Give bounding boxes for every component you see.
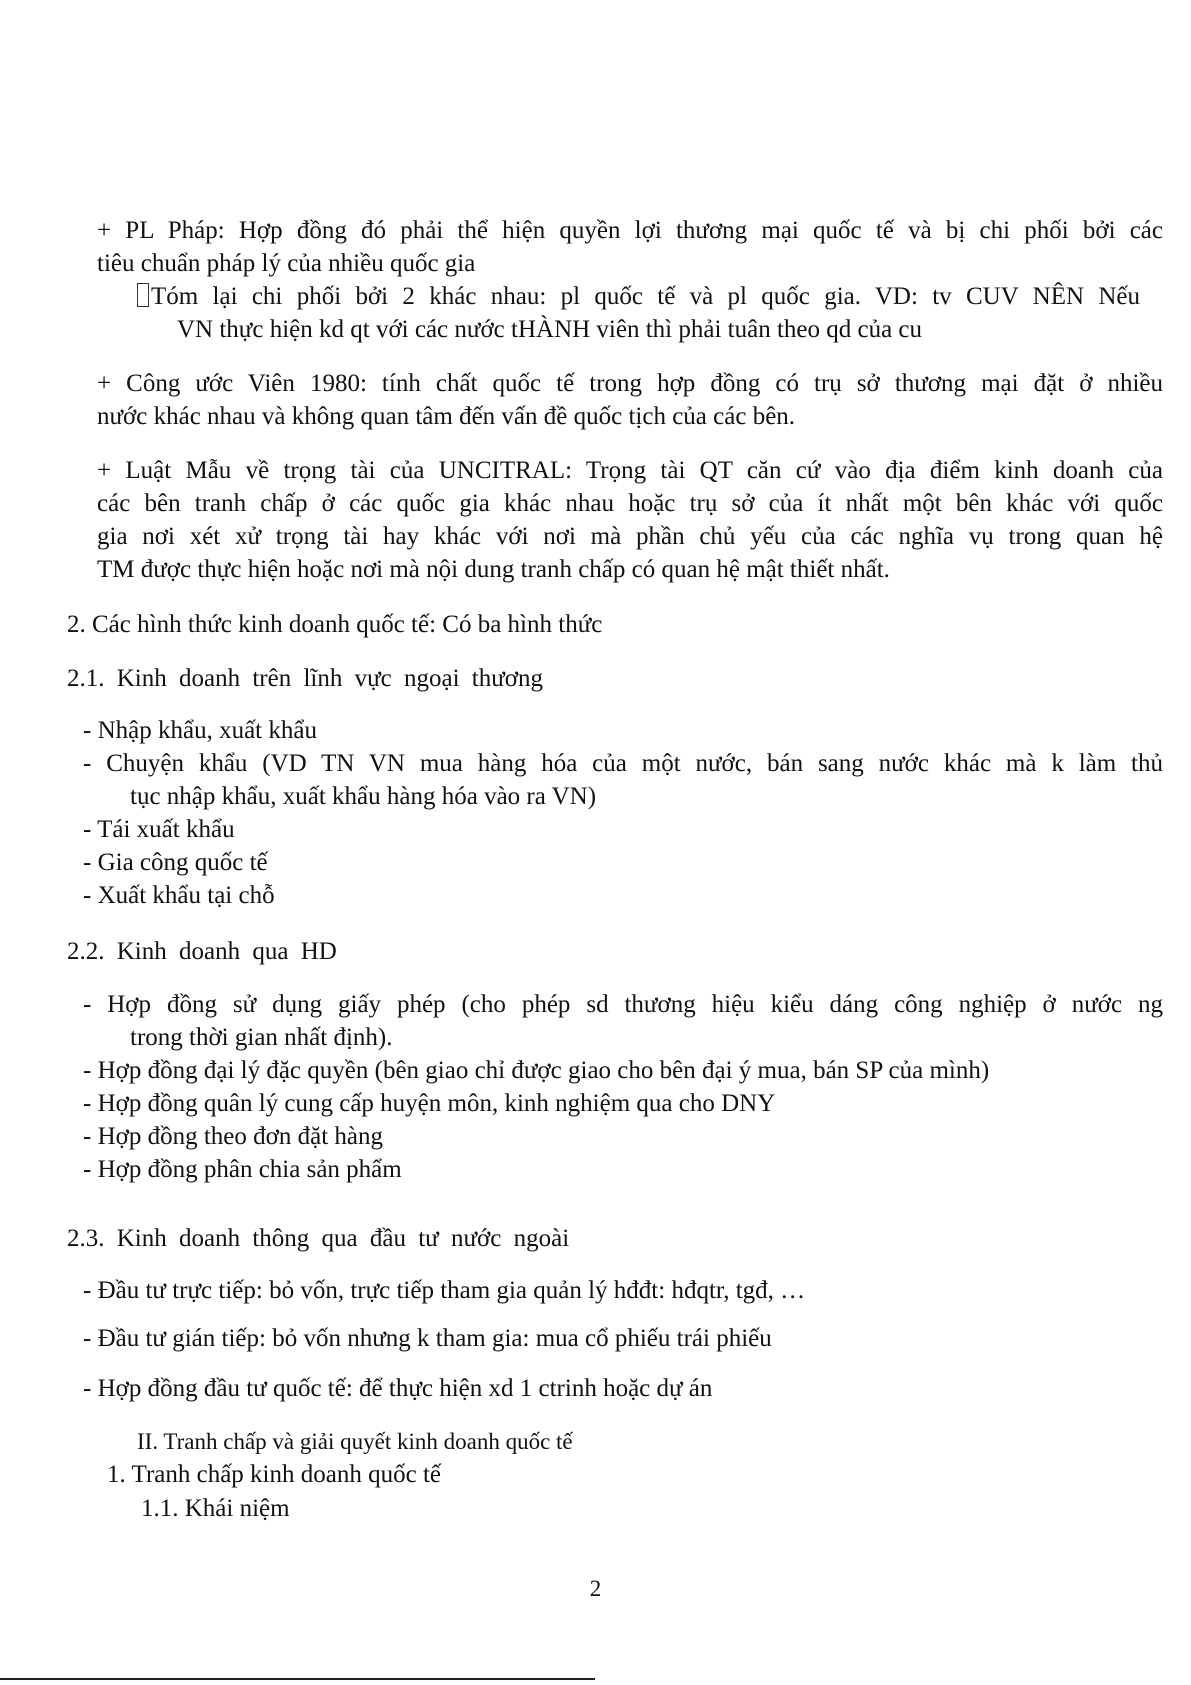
list-item-cont: trong thời gian nhất định). (130, 1024, 393, 1051)
paragraph-luat-mau (97, 454, 1163, 586)
text-line: VN thực hiện kd qt với các nước tHÀNH viên thì phải tuân theo qd của cu (177, 316, 923, 343)
text-line: các bên tranh chấp ở các quốc gia khác nhau hoặc trụ sở của ít nhất một bên khác với quốc (97, 490, 1163, 517)
list-section-2-2 (83, 988, 1163, 1186)
list-item: - Hợp đồng sử dụng giấy phép (cho phép sd thương hiệu kiểu dáng công nghiệp ở nước ng (83, 991, 1163, 1018)
page-bottom-rule (0, 1678, 595, 1680)
arrow-bullet-icon (137, 283, 149, 307)
text-line: gia nơi xét xử trọng tài hay khác với nơi mà phần chủ yếu của các nghĩa vụ trong quan hệ (97, 523, 1163, 550)
list-item: - Tái xuất khẩu (83, 816, 235, 843)
list-section-2-1 (83, 714, 1163, 912)
page-number: 2 (589, 1576, 602, 1601)
heading-section-2-3: 2.3. Kinh doanh thông qua đầu tư nước ngoài (67, 1225, 570, 1252)
text-line: nước khác nhau và không quan tâm đến vấn đề quốc tịch của các bên. (97, 403, 796, 430)
heading-section-2-2: 2.2. Kinh doanh qua HD (67, 938, 337, 965)
text-line: + Luật Mẫu về trọng tài của UNCITRAL: Trọng tài QT căn cứ vào địa điểm kinh doanh của (97, 457, 1163, 484)
summary-bullet (137, 280, 1140, 313)
list-item: - Hợp đồng phân chia sản phẩm (83, 1156, 402, 1183)
summary-bullet-cont (177, 313, 1137, 346)
list-item: - Hợp đồng quân lý cung cấp huyện môn, kinh nghiệm qua cho DNY (83, 1090, 776, 1117)
text-line: + PL Pháp: Hợp đồng đó phải thể hiện quyền lợi thương mại quốc tế và bị chi phối bởi các (97, 217, 1163, 244)
heading-section-II-1-1: 1.1. Khái niệm (141, 1495, 290, 1522)
paragraph-cong-uoc-vien (97, 367, 1163, 433)
heading-section-2-1: 2.1. Kinh doanh trên lĩnh vực ngoại thương (67, 665, 544, 692)
list-item: - Chuyện khẩu (VD TN VN mua hàng hóa của một nước, bán sang nước khác mà k làm thủ (83, 750, 1163, 777)
text-line: TM được thực hiện hoặc nơi mà nội dung tranh chấp có quan hệ mật thiết nhất. (97, 556, 890, 583)
heading-section-II-1: 1. Tranh chấp kinh doanh quốc tế (107, 1461, 441, 1488)
list-item: - Gia công quốc tế (83, 849, 268, 876)
list-item: - Hợp đồng đầu tư quốc tế: để thực hiện xd 1 ctrinh hoặc dự án (83, 1375, 713, 1402)
text-line: tiêu chuẩn pháp lý của nhiều quốc gia (97, 250, 476, 277)
list-item: - Xuất khẩu tại chỗ (83, 882, 275, 909)
list-item: - Hợp đồng đại lý đặc quyền (bên giao chỉ được giao cho bên đại ý mua, bán SP của mình) (83, 1057, 990, 1084)
list-item: - Đầu tư trực tiếp: bỏ vốn, trực tiếp tham gia quản lý hđđt: hđqtr, tgđ, … (83, 1277, 806, 1304)
list-item: - Hợp đồng theo đơn đặt hàng (83, 1123, 383, 1150)
list-item: - Nhập khẩu, xuất khẩu (83, 717, 317, 744)
list-item-cont: tục nhập khẩu, xuất khẩu hàng hóa vào ra VN) (130, 783, 597, 810)
text-line: Tóm lại chi phối bởi 2 khác nhau: pl quốc tế và pl quốc gia. VD: tv CUV NÊN Nếu (137, 280, 1140, 313)
text-line: + Công ước Viên 1980: tính chất quốc tế trong hợp đồng có trụ sở thương mại đặt ở nhiều (97, 370, 1163, 397)
heading-section-II: II. Tranh chấp và giải quyết kinh doanh quốc tế (137, 1429, 573, 1454)
heading-section-2: 2. Các hình thức kinh doanh quốc tế: Có ba hình thức (67, 611, 603, 638)
list-item: - Đầu tư gián tiếp: bỏ vốn nhưng k tham gia: mua cổ phiếu trái phiếu (83, 1325, 772, 1352)
paragraph-pl-phap (97, 214, 1163, 280)
